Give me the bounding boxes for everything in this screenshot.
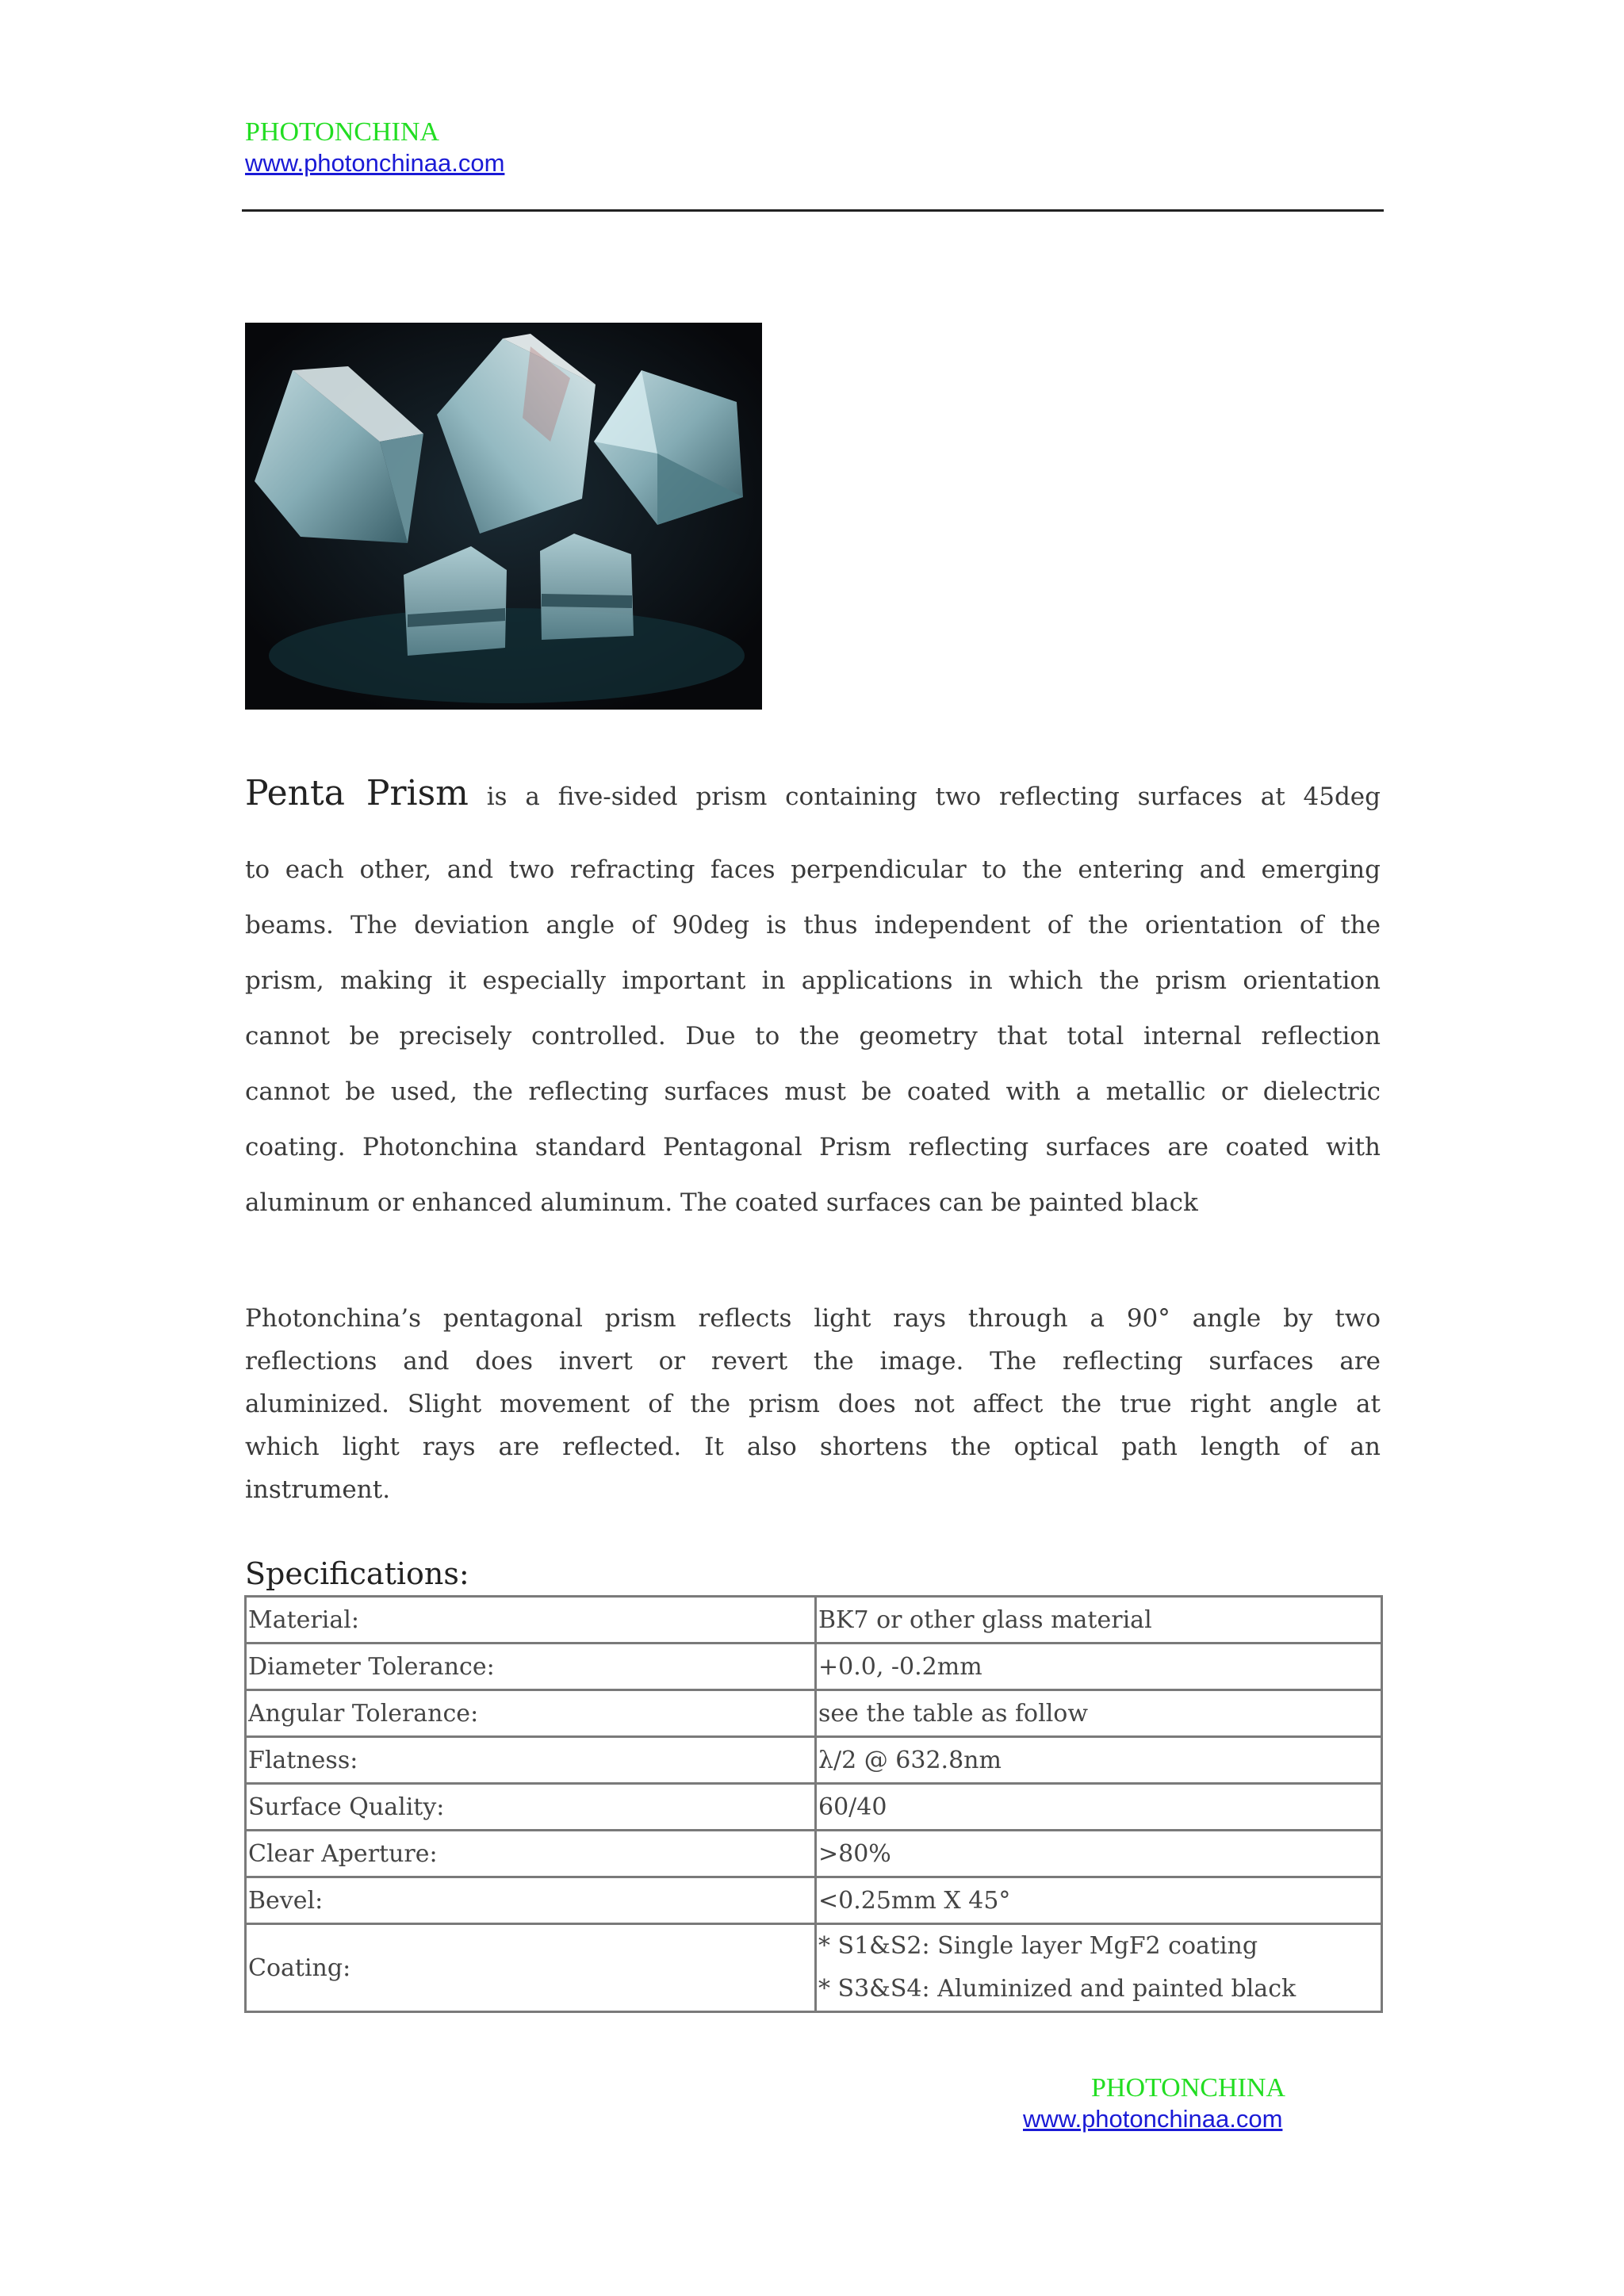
description-line: Photonchina’s pentagonal prism reflects light rays through a 90° angle by two (245, 1304, 1381, 1333)
spec-value (816, 1924, 1382, 2012)
spec-value: see the table as follow (816, 1690, 1382, 1737)
spec-value: 60/40 (816, 1784, 1382, 1831)
table-row (246, 1831, 1382, 1877)
table-row (246, 1924, 1382, 2012)
spec-label: Coating: (246, 1924, 816, 2012)
spec-label: Clear Aperture: (246, 1831, 816, 1877)
table-row (246, 1690, 1382, 1737)
description-paragraph (245, 1297, 1381, 1511)
penta-prism-term: Penta Prism (245, 773, 469, 813)
intro-line: cannot be precisely controlled. Due to the geometry that total internal reflection (245, 1022, 1381, 1050)
table-row (246, 1644, 1382, 1690)
penta-prism-photo (245, 323, 762, 710)
description-line: instrument. (245, 1475, 391, 1504)
intro-line: beams. The deviation angle of 90deg is thus independent of the orientation of the (245, 911, 1381, 939)
intro-line: aluminum or enhanced aluminum. The coated surfaces can be painted black (245, 1188, 1198, 1217)
spec-value: +0.0, -0.2mm (816, 1644, 1382, 1690)
spec-label: Surface Quality: (246, 1784, 816, 1831)
table-row (246, 1597, 1382, 1644)
table-row (246, 1877, 1382, 1924)
coating-line: * S3&S4: Aluminized and painted black (818, 1975, 1297, 2003)
intro-paragraph (245, 766, 1381, 1230)
specifications-table (244, 1595, 1383, 2013)
spec-label: Material: (246, 1597, 816, 1644)
intro-line: coating. Photonchina standard Pentagonal Prism reflecting surfaces are coated with (245, 1133, 1381, 1161)
description-line: aluminized. Slight movement of the prism does not affect the true right angle at (245, 1390, 1381, 1418)
spec-value: λ/2 @ 632.8nm (816, 1737, 1382, 1784)
spec-value: <0.25mm X 45° (816, 1877, 1382, 1924)
header-divider (242, 209, 1384, 212)
footer-brand: PHOTONCHINA (1091, 2073, 1285, 2103)
spec-label: Flatness: (246, 1737, 816, 1784)
intro-line: cannot be used, the reflecting surfaces must be coated with a metallic or dielectric (245, 1077, 1381, 1106)
intro-line: Penta Prism is a five-sided prism containing two reflecting surfaces at 45deg (245, 773, 1381, 813)
table-row (246, 1737, 1382, 1784)
spec-label: Bevel: (246, 1877, 816, 1924)
table-row (246, 1784, 1382, 1831)
intro-line: to each other, and two refracting faces perpendicular to the entering and emerging (245, 855, 1381, 884)
footer-website-link[interactable]: www.photonchinaa.com (1023, 2105, 1283, 2133)
description-line: reflections and does invert or revert the image. The reflecting surfaces are (245, 1347, 1381, 1376)
specifications-heading: Specifications: (245, 1556, 469, 1591)
spec-value: >80% (816, 1831, 1382, 1877)
spec-label: Diameter Tolerance: (246, 1644, 816, 1690)
spec-label: Angular Tolerance: (246, 1690, 816, 1737)
header-brand: PHOTONCHINA (245, 117, 439, 147)
coating-line: * S1&S2: Single layer MgF2 coating (818, 1932, 1258, 1960)
description-line: which light rays are reflected. It also shortens the optical path length of an (245, 1433, 1381, 1461)
spec-value: BK7 or other glass material (816, 1597, 1382, 1644)
header-website-link[interactable]: www.photonchinaa.com (245, 149, 505, 177)
intro-line: prism, making it especially important in applications in which the prism orientation (245, 966, 1381, 995)
